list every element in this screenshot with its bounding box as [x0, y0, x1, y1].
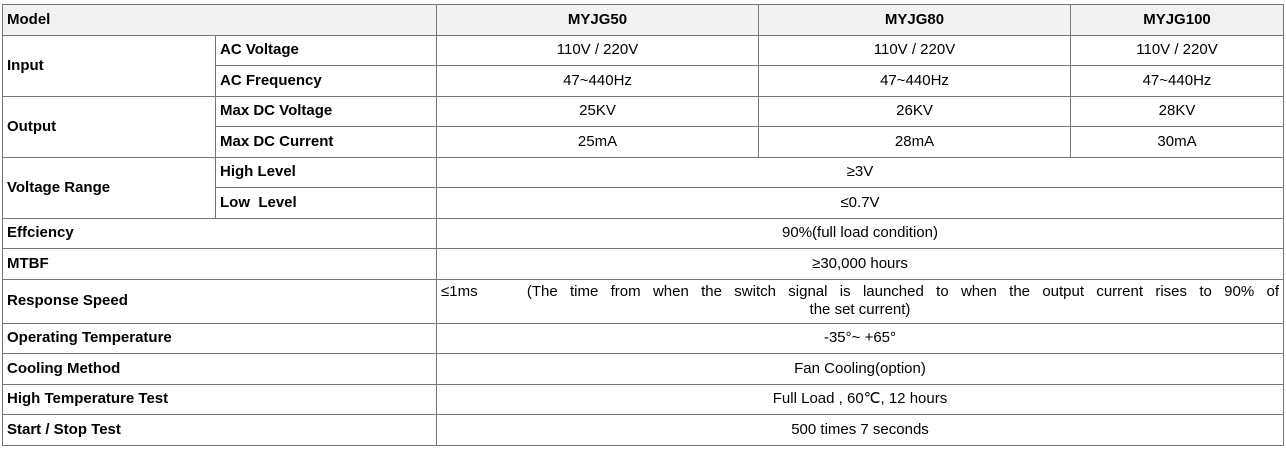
header-model-myjg50: MYJG50: [437, 5, 759, 36]
efficiency-value: 90%(full load condition): [437, 218, 1284, 249]
max-dc-current-myjg100: 30mA: [1071, 127, 1284, 158]
ac-voltage-myjg80: 110V / 220V: [759, 35, 1071, 66]
voltage-range-label: Voltage Range: [3, 157, 216, 218]
response-speed-value-line1: ≤1ms (The time from when the switch signal is launched to when the output current rises to 90% of: [441, 283, 1279, 300]
table-row: [3, 415, 1284, 446]
table-row: [3, 249, 1284, 280]
input-label: Input: [3, 35, 216, 96]
header-model-myjg80: MYJG80: [759, 5, 1071, 36]
max-dc-voltage-myjg100: 28KV: [1071, 96, 1284, 127]
table-row: [3, 218, 1284, 249]
mtbf-label: MTBF: [3, 249, 437, 280]
high-temperature-test-value: Full Load , 60℃, 12 hours: [437, 384, 1284, 415]
efficiency-label: Effciency: [3, 218, 437, 249]
response-speed-value: [437, 279, 1284, 323]
table-row: [3, 354, 1284, 385]
high-level-value: ≥3V: [437, 157, 1284, 188]
max-dc-current-myjg80: 28mA: [759, 127, 1071, 158]
high-level-label: High Level: [216, 157, 437, 188]
cooling-method-value: Fan Cooling(option): [437, 354, 1284, 385]
start-stop-test-label: Start / Stop Test: [3, 415, 437, 446]
max-dc-current-label: Max DC Current: [216, 127, 437, 158]
table-row: [3, 279, 1284, 323]
header-model-label: Model: [3, 5, 437, 36]
max-dc-voltage-label: Max DC Voltage: [216, 96, 437, 127]
ac-frequency-myjg50: 47~440Hz: [437, 66, 759, 97]
operating-temperature-value: -35°~ +65°: [437, 323, 1284, 354]
ac-frequency-label: AC Frequency: [216, 66, 437, 97]
table-row: [3, 35, 1284, 66]
table-row: [3, 96, 1284, 127]
ac-frequency-myjg80: 47~440Hz: [759, 66, 1071, 97]
low-level-label: Low Level: [216, 188, 437, 219]
header-model-myjg100: MYJG100: [1071, 5, 1284, 36]
response-speed-label: Response Speed: [3, 279, 437, 323]
high-temperature-test-label: High Temperature Test: [3, 384, 437, 415]
output-label: Output: [3, 96, 216, 157]
cooling-method-label: Cooling Method: [3, 354, 437, 385]
start-stop-test-value: 500 times 7 seconds: [437, 415, 1284, 446]
low-level-value: ≤0.7V: [437, 188, 1284, 219]
ac-voltage-myjg100: 110V / 220V: [1071, 35, 1284, 66]
ac-voltage-label: AC Voltage: [216, 35, 437, 66]
table-row: [3, 384, 1284, 415]
ac-voltage-myjg50: 110V / 220V: [437, 35, 759, 66]
header-row: [3, 5, 1284, 36]
response-speed-value-line2: the set current): [809, 301, 911, 318]
max-dc-voltage-myjg80: 26KV: [759, 96, 1071, 127]
table-row: [3, 157, 1284, 188]
spec-table: [2, 4, 1284, 446]
mtbf-value: ≥30,000 hours: [437, 249, 1284, 280]
operating-temperature-label: Operating Temperature: [3, 323, 437, 354]
max-dc-current-myjg50: 25mA: [437, 127, 759, 158]
ac-frequency-myjg100: 47~440Hz: [1071, 66, 1284, 97]
max-dc-voltage-myjg50: 25KV: [437, 96, 759, 127]
table-row: [3, 323, 1284, 354]
